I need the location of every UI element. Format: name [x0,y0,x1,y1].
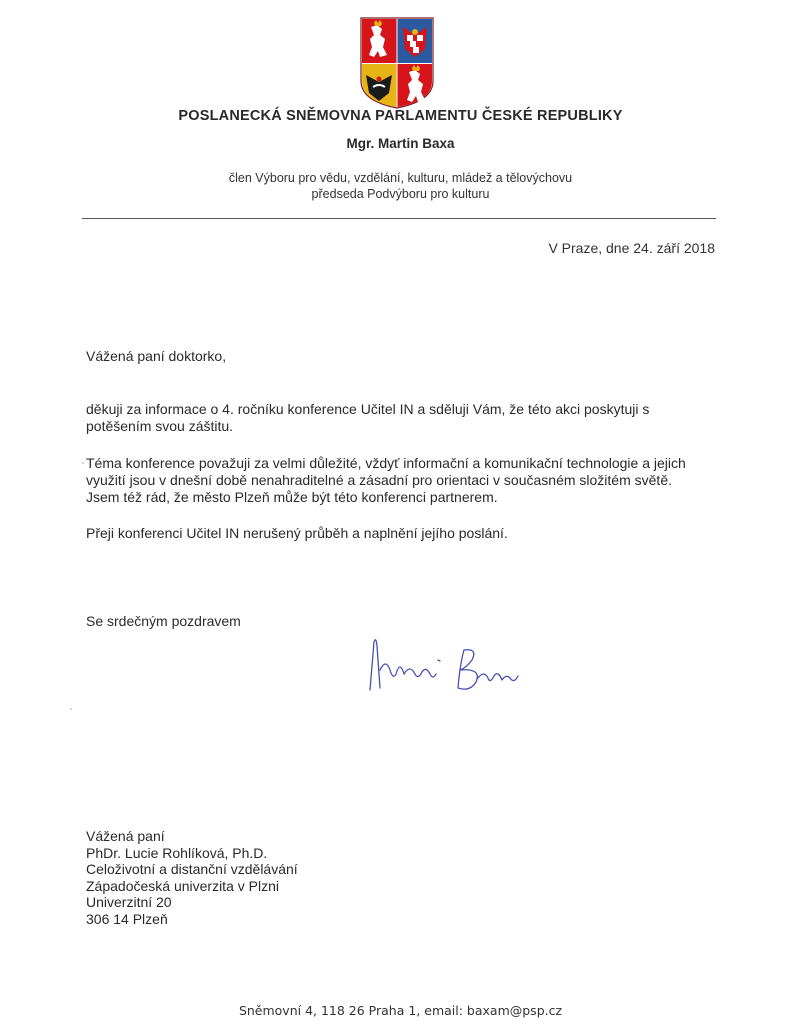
sender-role-line-2: předseda Podvýboru pro kulturu [311,187,490,201]
recipient-line-6: 306 14 Plzeň [86,910,168,927]
salutation: Vážená paní doktorko, [86,348,227,364]
paragraph-2: Téma konference považuji za velmi důležité, vždyť informační a komunikační technologie a jejich využití jsou v dnešní době nenahraditelné a zásadní pro orientaci v současném složitém světě. Jsem též rád, že město Plzeň může být této konferenci partnerem. [86,455,686,505]
scan-speck [82,462,84,464]
sender-role-line-1: člen Výboru pro vědu, vzdělání, kulturu, mládež a tělovýchovu [228,171,573,185]
footer-contact: Sněmovní 4, 118 26 Praha 1, email: baxam@psp.cz [238,1003,563,1018]
handwritten-signature [360,630,530,700]
recipient-address [86,828,298,928]
header-divider [82,218,716,219]
recipient-line-2: PhDr. Lucie Rohlíková, Ph.D. [86,844,268,861]
czech-coat-of-arms-icon [360,17,434,109]
recipient-line-1: Vážená paní [86,828,165,844]
paragraph-3: Přeji konferenci Učitel IN nerušený průběh a naplnění jejího poslání. [86,525,508,541]
institution-name: POSLANECKÁ SNĚMOVNA PARLAMENTU ČESKÉ REPUBLIKY [178,108,623,124]
sender-name: Mgr. Martin Baxa [346,136,455,151]
paragraph-1: děkuji za informace o 4. ročníku konference Učitel IN a sděluji Vám, že této akci poskytuji s potěšením svou záštitu. [86,401,650,434]
recipient-line-5: Univerzitní 20 [86,894,172,911]
closing-phrase: Se srdečným pozdravem [86,613,241,629]
recipient-line-4: Západočeská univerzita v Plzni [86,877,279,894]
recipient-line-3: Celoživotní a distanční vzdělávání [86,861,298,878]
scan-speck [70,708,72,710]
letter-date: V Praze, dne 24. září 2018 [548,240,715,256]
